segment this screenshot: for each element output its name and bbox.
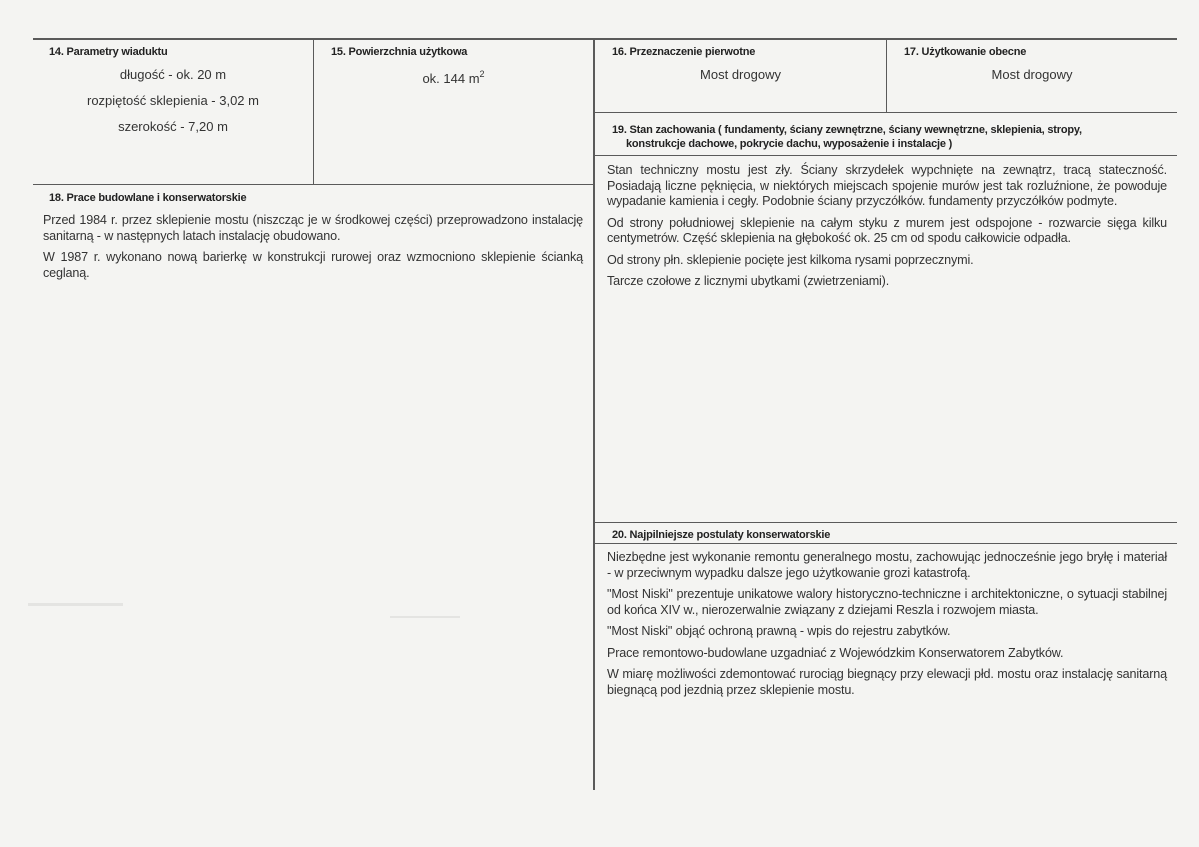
area-number: ok. 144 m: [422, 71, 480, 86]
paragraph: Niezbędne jest wykonanie remontu generalnego mostu, zachowując jednocześnie jego bryłę i materiał - w przeciwnym wypadku dalsze jego użytkowanie grozi katastrofą.: [607, 550, 1167, 580]
area-unit-exponent: 2: [479, 69, 485, 79]
span-value: rozpiętość sklepienia - 3,02 m: [87, 93, 259, 108]
section-19: [595, 113, 1177, 522]
rule-under-20-label: [594, 543, 1177, 544]
section-17-label: 17. Użytkowanie obecne: [904, 46, 1027, 58]
scan-smudge: [390, 616, 460, 618]
paragraph: W 1987 r. wykonano nową barierkę w konstrukcji rurowej oraz wzmocniono sklepienie ścianką ceglaną.: [43, 250, 583, 280]
section-14: [33, 40, 313, 184]
area-value: [314, 65, 593, 88]
section-19-body: [607, 163, 1167, 296]
paragraph: "Most Niski" objąć ochroną prawną - wpis do rejestru zabytków.: [607, 624, 951, 638]
section-15-label: 15. Powierzchnia użytkowa: [331, 46, 468, 58]
rule-above-20: [594, 522, 1177, 523]
section-16-label: 16. Przeznaczenie pierwotne: [612, 46, 756, 58]
scan-smudge: [28, 603, 123, 606]
original-purpose-value: Most drogowy: [700, 67, 781, 82]
section-14-label: 14. Parametry wiaduktu: [49, 46, 168, 58]
section-18-label: 18. Prace budowlane i konserwatorskie: [49, 192, 247, 204]
section-19-label: [612, 123, 1172, 151]
paragraph: W miarę możliwości zdemontować rurociąg biegnący przy elewacji płd. mostu oraz instalację sanitarną biegnącą pod jezdnią przez sklepienie mostu.: [607, 667, 1167, 697]
paragraph: Stan techniczny mostu jest zły. Ściany skrzydełek wypchnięte na zewnątrz, tracą stateczność. Posiadają liczne pęknięcia, w niektórych miejscach spojenie murów jest tak rozluźnione, że powoduje wypadanie kamienia i cegły. Podobnie ściany przyczółków. fundamenty przyczółków podmyte.: [607, 163, 1167, 208]
paragraph: Tarcze czołowe z licznymi ubytkami (zwietrzeniami).: [607, 274, 890, 288]
rule-above-18: [33, 184, 594, 185]
section-16: [595, 40, 886, 112]
section-20-label: 20. Najpilniejsze postulaty konserwatorskie: [612, 529, 831, 541]
section-14-values: [33, 65, 313, 136]
paragraph: "Most Niski" prezentuje unikatowe walory historyczno-techniczne i architektoniczne, o sytuacji stabilnej od końca XIV w., nierozerwalnie związany z dziejami Reszla i rozwojem miasta.: [607, 587, 1167, 617]
section-18-body: [43, 213, 583, 287]
paragraph: Od strony płn. sklepienie pocięte jest kilkoma rysami poprzecznymi.: [607, 252, 974, 267]
section-15: [314, 40, 593, 184]
section-19-label-line1: 19. Stan zachowania ( fundamenty, ściany zewnętrzne, ściany wewnętrzne, sklepienia, stropy,: [612, 124, 1082, 136]
section-19-label-line2: konstrukcje dachowe, pokrycie dachu, wyposażenie i instalacje ): [626, 138, 953, 150]
section-17: [887, 40, 1177, 112]
section-20-body: [607, 550, 1167, 704]
current-use-value: Most drogowy: [991, 67, 1073, 82]
length-value: długość - ok. 20 m: [119, 67, 227, 82]
paragraph: Przed 1984 r. przez sklepienie mostu (niszcząc je w środkowej części) przeprowadzono instalację sanitarną - w następnych latach instalację obudowano.: [43, 213, 583, 243]
width-value: szerokość - 7,20 m: [118, 119, 228, 134]
paragraph: Prace remontowo-budowlane uzgadniać z Wojewódzkim Konserwatorem Zabytków.: [607, 645, 1064, 660]
paragraph: Od strony południowej sklepienie na całym styku z murem jest odspojone - rozwarcie sięga kilku centymetrów. Część sklepienia na głębokość ok. 25 cm od spodu całkowicie odpadła.: [607, 215, 1167, 245]
